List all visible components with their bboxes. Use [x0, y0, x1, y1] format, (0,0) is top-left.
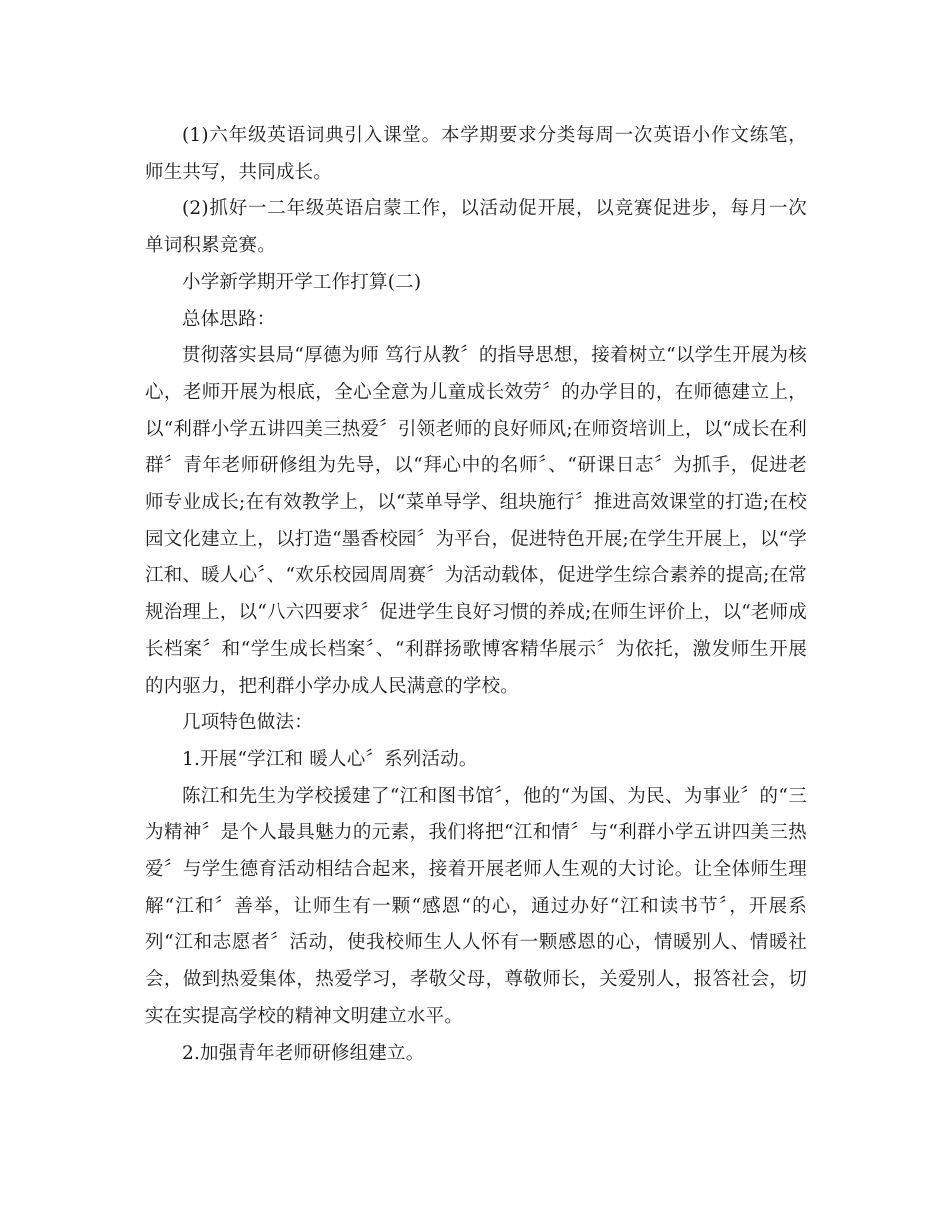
document-page [145, 118, 807, 1072]
paragraph-overall-approach: 贯彻落实县局“厚德为师 笃行从教〞的指导思想，接着树立“以学生开展为核心，老师开展为根底，全心全意为儿童成长效劳〞的办学目的，在师德建立上，以“利群小学五讲四美三热爱〞引领老师的良好师风;在师资培训上，以“成长在利群〞青年老师研修组为先导，以“拜心中的名师〞、“研课日志〞为抓手，促进老师专业成长;在有效教学上，以“菜单导学、组块施行〞推进高效课堂的打造;在校园文化建立上，以打造“墨香校园〞为平台，促进特色开展;在学生开展上，以“学江和、暖人心〞、“欢乐校园周周赛〞为活动载体，促进学生综合素养的提高;在常规治理上，以“八六四要求〞促进学生良好习惯的养成;在师生评价上，以“老师成长档案〞和“学生成长档案〞、“利群扬歌博客精华展示〞为依托，激发师生开展的内驱力，把利群小学办成人民满意的学校。 [145, 345, 807, 697]
paragraph-jianghe-activities: 陈江和先生为学校援建了“江和图书馆〞，他的“为国、为民、为事业〞的“三为精神〞是个人最具魅力的元素，我们将把“江和情〞与“利群小学五讲四美三热爱〞与学生德育活动相结合起来，接着开展老师人生观的大讨论。让全体师生理解“江和〞善举，让师生有一颗“感恩“的心，通过办好“江和读书节〞，开展系列“江和志愿者〞活动，使我校师生人人怀有一颗感恩的心，情暖别人、情暖社会，做到热爱集体，热爱学习，孝敬父母，尊敬师长，关爱别人，报答社会，切实在实提高学校的精神文明建立水平。 [145, 785, 807, 1027]
paragraph-english-enlightenment: (2)抓好一二年级英语启蒙工作，以活动促开展，以竞赛促进步，每月一次单词积累竞赛。 [145, 198, 807, 257]
section-title: 小学新学期开学工作打算(二) [182, 271, 422, 293]
overall-approach-heading: 总体思路： [182, 308, 276, 330]
paragraph-english-dictionary: (1)六年级英语词典引入课堂。本学期要求分类每周一次英语小作文练笔，师生共写，共同成长。 [145, 125, 807, 183]
list-item-1: 1.开展“学江和 暖人心〞系列活动。 [182, 748, 478, 770]
featured-practices-heading: 几项特色做法： [182, 712, 313, 734]
list-item-2: 2.加强青年老师研修组建立。 [182, 1042, 425, 1064]
